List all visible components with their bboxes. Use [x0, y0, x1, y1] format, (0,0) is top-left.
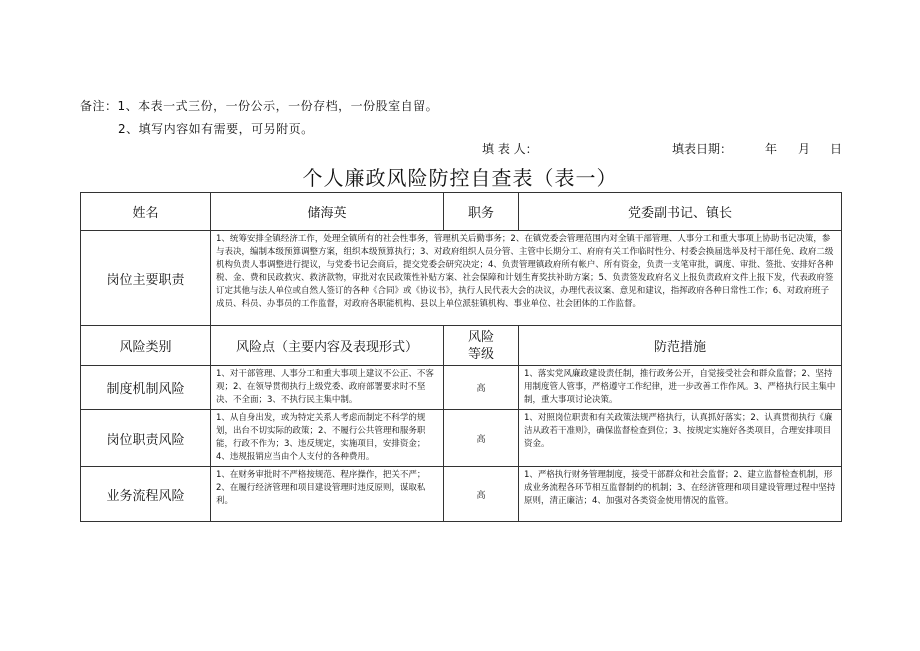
duties-label: 岗位主要职责: [81, 231, 211, 326]
position-value: 党委副书记、镇长: [519, 193, 842, 231]
risk-level-header: [444, 326, 519, 366]
duties-row: [81, 231, 842, 326]
risk-measures: 1、严格执行财务管理制度，接受干部群众和社会监督；2、建立监督检查机制，形成业务流程各环节相互监督制约的机制；3、在经济管理和项目建设管理过程中坚持原则，清正廉洁；4、加强对各类资金使用情况的监管。: [519, 467, 842, 522]
risk-level: 高: [444, 467, 519, 522]
risk-category: 制度机制风险: [81, 366, 211, 410]
risk-measures: 1、落实党风廉政建设责任制，推行政务公开，自觉接受社会和群众监督；2、坚持用制度管人管事，严格遵守工作纪律，进一步改善工作作风。3、严格执行民主集中制，重大事项讨论决策。: [519, 366, 842, 410]
fill-year: 年: [765, 142, 778, 156]
fill-date-label: 填表日期：: [672, 142, 733, 156]
name-value: 储海英: [211, 193, 444, 231]
risk-category: 业务流程风险: [81, 467, 211, 522]
risk-points-header: 风险点（主要内容及表现形式）: [211, 326, 444, 366]
risk-level: 高: [444, 366, 519, 410]
risk-category: 岗位职责风险: [81, 410, 211, 467]
fill-day: 日: [830, 142, 843, 156]
filler-label: 填 表 人：: [482, 142, 538, 156]
position-label: 职务: [444, 193, 519, 231]
risk-category-header: 风险类别: [81, 326, 211, 366]
name-label: 姓名: [81, 193, 211, 231]
duties-text: 1、统筹安排全镇经济工作，处理全镇所有的社会性事务，管理机关后勤事务；2、在镇党委会管理范围内对全镇干部管理、人事分工和重大事项上协助书记决策，参与表决，编制本级预算调整方案，组织本级预算执行；3、对政府组织人员分管、主管中长期分工、府府有关工作临时性分、村委会换届选举及村干部任免、政府二级机构负责人事调整进行提议，与党委书记会商后，提交党委会研究决定；4、负责管理镇政府所有帐户、所有资金，负责一支笔审批，调度、审批、签批、安排好各种税、金、费和民政救灾、救济款物，审批对农民政策性补贴方案、社会保障和计划生育奖扶补助方案；5、负责签发政府名义上报负责政府文件上报下发，代表政府签订定其他与法人单位或自然人签订的各种《合同》或《协议书》，执行人民代表大会的决议，办理代表议案、意见和建议，指挥政府各种日常性工作；6、对政府班子成员、科员、办事员的工作监督，对政府各职能机构、县以上单位派驻镇机构、事业单位、社会团体的工作监督。: [211, 231, 842, 326]
note-line-1: 备注：1、本表一式三份，一份公示，一份存档，一份股室自留。: [80, 99, 439, 113]
note-line-2: 2、填写内容如有需要，可另附页。: [118, 122, 314, 136]
risk-measures: 1、对照岗位职责和有关政策法规严格执行，认真抓好落实；2、认真贯彻执行《廉洁从政若干准则》，确保监督检查到位；3、按规定实施好各类项目，合理安排项目资金。: [519, 410, 842, 467]
risk-points: 1、对干部管理、人事分工和重大事项上建议不公正、不客观；2、在领导贯彻执行上级党委、政府部署要求时不坚决、不全面；3、不执行民主集中制。: [211, 366, 444, 410]
measures-header: 防范措施: [519, 326, 842, 366]
risk-row: [81, 410, 842, 467]
risk-level: 高: [444, 410, 519, 467]
risk-points: 1、在财务审批时不严格按规范、程序操作，把关不严；2、在履行经济管理和项目建设管理时违反原则，谋取私利。: [211, 467, 444, 522]
fill-line: [0, 140, 920, 158]
risk-points: 1、从自身出发，或为特定关系人考虑而制定不科学的规划，出台不切实际的政策；2、不履行公共管理和服务职能，行政不作为；3、违反规定，实施项目，安排资金；4、违规报销应当由个人支付的各种费用。: [211, 410, 444, 467]
risk-header-row: [81, 326, 842, 366]
risk-level-header-line1: 风险: [468, 329, 495, 345]
risk-row: [81, 467, 842, 522]
notes: [80, 95, 438, 141]
page-title: 个人廉政风险防控自查表（表一）: [302, 166, 618, 190]
self-check-table: [80, 192, 842, 522]
risk-level-header-line2: 等级: [468, 346, 495, 362]
risk-row: [81, 366, 842, 410]
fill-month: 月: [798, 142, 811, 156]
info-row: [81, 193, 842, 231]
